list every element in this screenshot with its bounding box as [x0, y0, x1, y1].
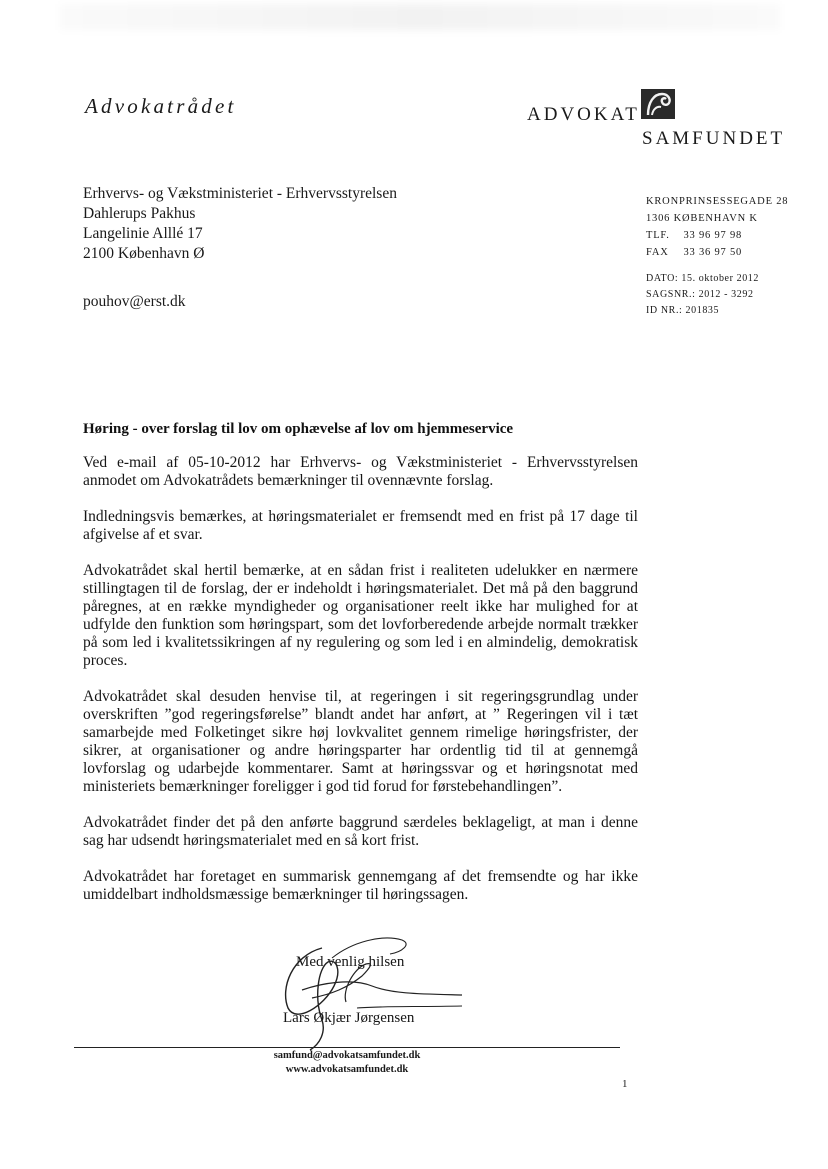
logo-text-advokat: ADVOKAT — [527, 104, 640, 125]
body-paragraph: Advokatrådet finder det på den anførte baggrund særdeles beklageligt, at man i denne sag har udsendt høringsmaterialet med en så kort frist. — [83, 814, 638, 849]
advokatsamfundet-logo-icon — [640, 88, 676, 120]
page-number: 1 — [622, 1078, 628, 1090]
closing-greeting: Med venlig hilsen — [296, 954, 405, 970]
organization-name: Advokatrådet — [85, 94, 237, 118]
footer-email: samfund@advokatsamfundet.dk — [273, 1050, 421, 1061]
body-paragraph: Advokatrådet har foretaget en summarisk gennemgang af det fremsendte og har ikke umiddelbart indholdsmæssige bemærkninger til høringssagen. — [83, 868, 638, 903]
date-line: DATO: 15. oktober 2012 — [646, 273, 760, 284]
scan-header-smudge — [60, 4, 780, 30]
case-number: SAGSNR.: 2012 - 3292 — [646, 289, 754, 300]
recipient-line: Dahlerups Pakhus — [83, 205, 196, 222]
footer-website: www.advokatsamfundet.dk — [285, 1064, 409, 1075]
body-paragraph: Ved e-mail af 05-10-2012 har Erhvervs- og Vækstministeriet - Erhvervsstyrelsen anmodet om Advokatrådets bemærkninger til ovennævnte forslag. — [83, 454, 638, 489]
recipient-email: pouhov@erst.dk — [83, 293, 186, 310]
body-paragraph: Advokatrådet skal desuden henvise til, at regeringen i sit regeringsgrundlag under overskriften ”god regeringsførelse” blandt andet har anført, at ” Regeringen vil i tæt samarbejde med Folketinget sikre høj lovkvalitet gennem rimelige høringsfrister, der sikrer, at organisationer og andre høringsparter har ordentlig tid til at gennemgå lovforslag og udarbejde kommentarer. Samt at høringssvar og et høringsnotat med ministeriets bemærkninger foreligger i god tid forud for førstebehandlingen”. — [83, 688, 638, 795]
recipient-line: 2100 København Ø — [83, 245, 205, 262]
sender-street: KRONPRINSESSEGADE 28 — [646, 196, 789, 207]
footer — [74, 1049, 620, 1077]
handwritten-signature — [262, 928, 472, 1053]
body-paragraph: Advokatrådet skal hertil bemærke, at en sådan frist i realiteten udelukker en nærmere stillingtagen til de forslag, der er indeholdt i høringsmaterialet. Det må på den baggrund påregnes, at en række myndigheder og organisationer reelt ikke har mulighed for at udfylde den funktion som høringspart, som det lovforberedende arbejde normalt trækker på som led i kvalitetssikringen af ny regulering og som led i en almindelig, demokratisk proces. — [83, 562, 638, 669]
phone-number: 33 96 97 98 — [683, 230, 743, 241]
id-number: ID NR.: 201835 — [646, 305, 720, 316]
logo-text-samfundet: SAMFUNDET — [642, 128, 786, 149]
fax-label: FAX — [646, 247, 669, 258]
letter-body — [83, 454, 638, 922]
sender-address — [646, 193, 788, 261]
phone-label: TLF. — [646, 230, 670, 241]
letter-subject: Høring - over forslag til lov om ophævelse af lov om hjemmeservice — [83, 421, 514, 437]
recipient-line: Erhvervs- og Vækstministeriet - Erhvervsstyrelsen — [83, 185, 397, 202]
sender-fax — [646, 244, 788, 261]
fax-number: 33 36 97 50 — [683, 247, 743, 258]
recipient-line: Langelinie Alllé 17 — [83, 225, 203, 242]
recipient-address — [83, 184, 397, 264]
sender-phone — [646, 227, 788, 244]
body-paragraph: Indledningsvis bemærkes, at høringsmaterialet er fremsendt med en frist på 17 dage til afgivelse af et svar. — [83, 508, 638, 543]
document-meta — [646, 271, 759, 319]
sender-city: 1306 KØBENHAVN K — [646, 213, 758, 224]
signer-name: Lars Økjær Jørgensen — [283, 1010, 415, 1026]
footer-divider — [74, 1047, 620, 1048]
